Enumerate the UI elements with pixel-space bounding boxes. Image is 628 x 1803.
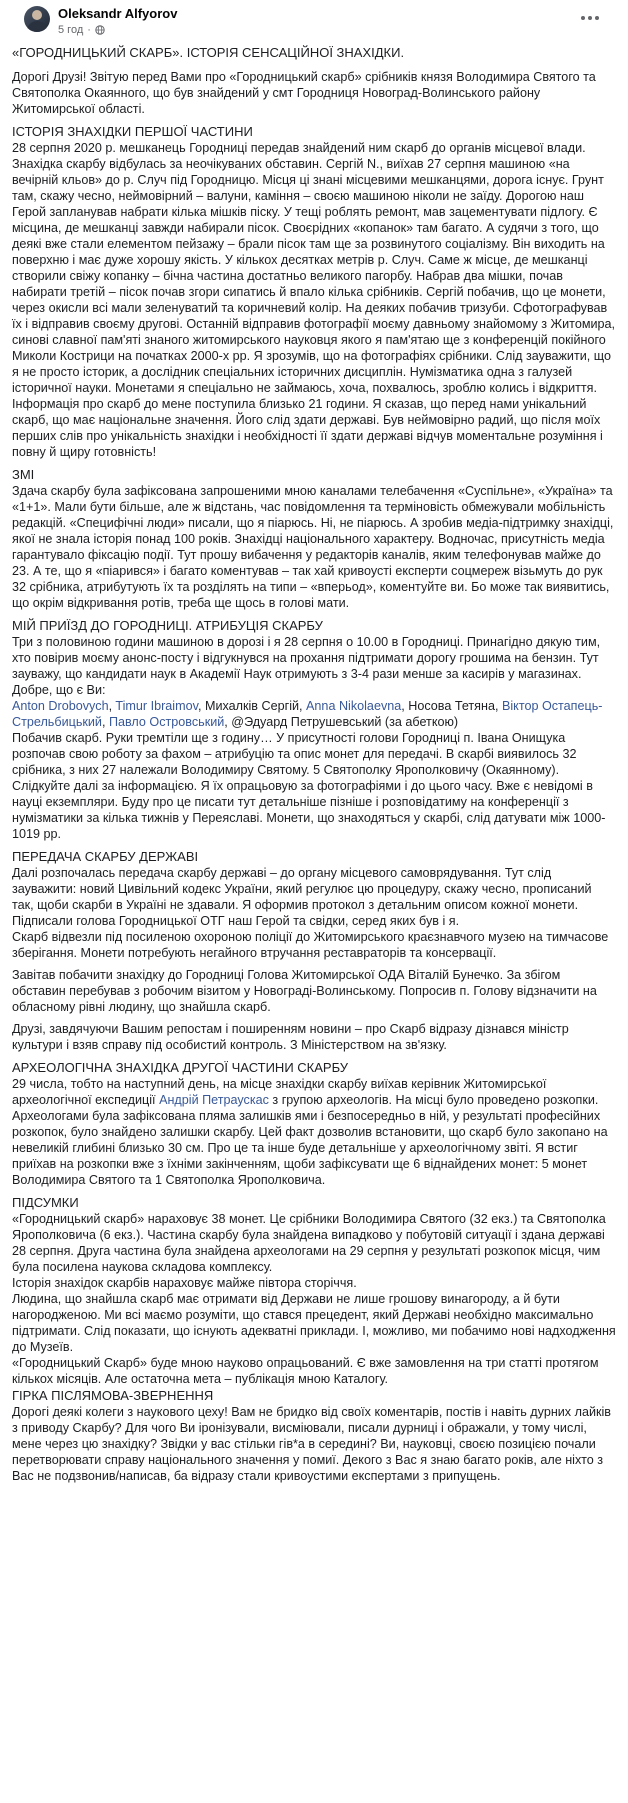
tag-link[interactable]: Timur Ibraimov [115, 699, 198, 713]
tag-link[interactable]: Anna Nikolaevna [306, 699, 402, 713]
tag-link[interactable]: Павло Островський [108, 715, 225, 729]
avatar-head [32, 10, 42, 20]
post-meta [58, 24, 105, 36]
section-text-museum: Скарб відвезли під посиленою охороною поліції до Житомирського краєзнавчого музею на тимчасове зберігання. Монети потребують негайного втручання реставраторів та консервації. [12, 930, 609, 960]
section-heading-media: ЗМІ [12, 467, 35, 482]
section-text-reward: Людина, що знайшла скарб має отримати від Держави не лише грошову винагороду, а й бути нагородженою. Ми всі маємо розуміти, що стався прецедент, який Державі необхідно максимально підтримати. Слід показати, що існують адекватні приклади. І, можливо, ми побачимо нові надходження до Музеїв. [12, 1292, 616, 1354]
section-text-transfer: Далі розпочалась передача скарбу державі – до органу місцевого самоврядування. Тут слід зауважити: новий Цивільний кодекс України, який регулює цю процедуру, скажу чесно, прописаний так, щоби скарби в Україні не здавали. Я оформив протокол з детальним описом кожної монети. Підписали голова Городницької ОТГ наш Герой та свідки, серед яких був і я. [12, 866, 592, 928]
section-heading-arrival: МІЙ ПРИЇЗД ДО ГОРОДНИЦІ. АТРИБУЦІЯ СКАРБУ [12, 618, 323, 633]
section-text-afterword: Дорогі деякі колеги з наукового цеху! Вам не бридко від своїх коментарів, постів і навіть дурних лайків з приводу Скарбу? Для чого Ви іронізували, висміювали, писали дурниці і ображали, у тому числі, мене через цю знахідку? Звідки у вас стільки гів*а в середині? Ви, науковці, своєю позицією почали перетворювати справу національного значення у помиї. Декого з Вас я знаю багато років, але ніхто з Вас не подзвонив/написав, ба відразу стали кривоустими експертами з припущень. [12, 1405, 611, 1483]
section-text-summary: «Городницький скарб» нараховує 38 монет. Це срібники Володимира Святого (32 екз.) та Святополка Ярополковича (6 екз.). Частина скарбу була знайдена випадково у побутовій ситуації і здана державі 28 серпня. Друга частина була знайдена археологами на 29 серпня у результаті розкопок місця, чим була посилена наукова складова комплексу. [12, 1212, 606, 1274]
tag-link[interactable]: Віктор Остапець-Стрельбицький [12, 699, 603, 729]
section-text-media: Здача скарбу була зафіксована запрошеними мною каналами телебачення «Суспільне», «Україна» та «1+1». Мали бути більше, але ж відстань, час повідомлення та терміновість обмежували мобільність редакцій. «Специфічні люди» писали, що я піарюсь. Ні, не піарюсь. А зробив медіа-підтримку знахідці, якої не знала історія понад 100 років. Знахідці національного характеру. Водночас, присутність медіа гарантувало фіксацію події. Тут прошу вибачення у редакторів каналів, яким телефонував майже до 23. А те, що я «піарився» і багато коментував – так хай кривоусті експерти соцмереж візьмуть до рук 32 срібника, атрибутують їх та розділять на типи – «вперьод», коментуйте ви. Бо може так виявитись, що окрім відкривання ротів, треба ще щось в голові мати. [12, 484, 614, 610]
section-text-arrival: Три з половиною години машиною в дорозі і я 28 серпня о 10.00 в Городниці. Принагідно дякую тим, хто повірив моєму анонс-посту і відгукнувся на прохання підтримати дорогу грошима на бензин. Тут зауважу, що кандидати наук в Академії Наук отримують з 3-4 рази менше за касирів у магазинах. Добре, що є Ви: [12, 635, 601, 697]
section-heading-afterword: ГІРКА ПІСЛЯМОВА-ЗВЕРНЕННЯ [12, 1388, 214, 1403]
section-text-history: 28 серпня 2020 р. мешканець Городниці передав знайдений ним скарб до органів місцевої влади. Знахідка скарбу відбулась за неочікуваних обставин. Сергій N., виїхав 27 серпня машиною «на вечірній кльов» до р. Случ під Городницю. Місця ці знані місцевими мешканцями, дорога існує. Грунт там, скажу чесно, неймовірний – валуни, каміння – своєю машиною ніколи не заїду. Дорогою наш Герой запланував набрати кілька мішків піску. У тещі роблять ремонт, мав зацементувати підлогу. Є місцина, де мешканці завжди набирали пісок. Своєрідних «копанок» там багато. А судячи з того, що деякі вже стали елементом пейзажу – брали пісок там ще за розвинутого соціалізму. Він виходить на поверхню і має дуже хорошу якість. У кількох десятках метрів р. Случ. Саме ж місце, де мешканці створили свіжу копанку – бічна частина достатньо великого пагорбу. Набрав два мішки, почав набирати третій – пісок почав згори сипатись й впало кілька срібників. Сергій побачив, що це монети, через окисли всі мали зеленуватий та коричневий колір. На деяких побачив тризуби. Сфотографував їх і відправив своєму другові. Останній відправив фотографії моєму давньому знайомому з Житомира, синові славної пам'яті знаного житомирського науковця якого я пам'ятаю ще з конференцій покійного Миколи Кострици на початках 2000-х рр. Я зрозумів, що на фотографіях срібники. Слід зауважити, що я не просто історик, а дослідник спеціальних історичних дисциплін. Нумізматика одна з галузей історичної науки. Монетами я спеціально не займаюсь, хоча, похвалюсь, зроблю колись і відкриття. Інформація про скарб до мене поступила близько 21 години. Я сказав, що перед нами унікальний скарб, що має національне значення. Його слід здати державі. Був неймовірно радий, що після моїх перших слів про унікальність знахідки і необхідності її здати державі відчув моментальне розуміння і повну й щиру готовність! [12, 141, 616, 459]
section-heading-archaeology: АРХЕОЛОГІЧНА ЗНАХІДКА ДРУГОЇ ЧАСТИНИ СКАРБУ [12, 1060, 349, 1075]
section-text-attribution: Побачив скарб. Руки тремтіли ще з годину… У присутності голови Городниці п. Івана Онищука розпочав свою роботу за фахом – атрибуцію та опис монет для передачі. В скарбі виявилось 32 срібника, з них 27 належали Володимиру Святому. 5 Святополку Ярополковичу (Окаянному). Слідкуйте далі за інформацією. Я їх опрацьовую за фотографіями і до цього часу. Вже є невідомі в науці екземпляри. Буду про це писати тут детальніше пізніше і розповідатиму на конференції з нумізматики за кілька тижнів у Переяславі. Монети, що знаходяться у скарбі, слід датувати між 1000-1019 рр. [12, 731, 606, 841]
intro-paragraph: Дорогі Друзі! Звітую перед Вами про «Городницький скарб» срібників князя Володимира Святого та Святополка Окаянного, що був знайдений у смт Городниця Новоград-Волинського району Житомирської області. [12, 70, 596, 116]
section-text-history-finds: Історія знахідок скарбів нараховує майже півтора сторіччя. [12, 1276, 357, 1290]
section-text-minister: Друзі, завдячуючи Вашим репостам і поширенням новини – про Скарб відразу дізнався міністр культури і взяв справу під особистий контроль. З Міністерством на зв'язку. [12, 1022, 569, 1052]
section-heading-summary: ПІДСУМКИ [12, 1195, 79, 1210]
globe-icon [95, 25, 105, 35]
archaeologist-link[interactable]: Андрій Петраускас [159, 1093, 269, 1107]
section-text-governor: Завітав побачити знахідку до Городниці Голова Житомирської ОДА Віталій Бунечко. За збігом обставин перебував з робочим візитом у Новограді-Волинському. Попросив п. Голову відзначити на обласному рівні людину, що знайшла скарб. [12, 968, 597, 1014]
section-text-archaeology: 29 числа, тобто на наступний день, на місце знахідки скарбу виїхав керівник Житомирської археологічної експедиції Андрій Петраускас з групою археологів. На місці було проведено розкопки. Археологами була зафіксована пляма залишків ями і безпосередньо в ній, у результаті професійних розкопок, було знайдено залишки скарбу. Цей факт дозволив встановити, що скарб було закопано на невеликій глибині близько 30 см. Про це та інше буде детальніше у археологічному звіті. Я встиг приїхав на розкопки вже з їхніми закінченням, щоби зафіксувати ще 6 віднайдених монет: 5 монет Володимира Святого та 1 Святополка Ярополковича. [12, 1077, 608, 1187]
avatar[interactable] [24, 6, 50, 32]
tagged-people: Anton Drobovych, Timur Ibraimov, Михалків Сергій, Anna Nikolaevna, Носова Тетяна, Віктор Остапець-Стрельбицький, Павло Островський, @Эдуард Петрушевський (за абеткою) [12, 699, 603, 729]
post-time[interactable]: 5 год [58, 24, 84, 36]
meta-separator: · [87, 24, 91, 36]
author-name[interactable]: Oleksandr Alfyorov [58, 6, 178, 21]
post-title: «ГОРОДНИЦЬКИЙ СКАРБ». ІСТОРІЯ СЕНСАЦІЙНОЇ ЗНАХІДКИ. [12, 45, 405, 60]
post-body [12, 44, 616, 1484]
section-heading-transfer: ПЕРЕДАЧА СКАРБУ ДЕРЖАВІ [12, 849, 199, 864]
tag-link[interactable]: Anton Drobovych [12, 699, 109, 713]
avatar-body [27, 21, 47, 32]
section-text-research: «Городницький Скарб» буде мною науково опрацьований. Є вже замовлення на три статті протягом кількох місяців. Але остаточна мета – публікація мною Каталогу. [12, 1356, 599, 1386]
post-header [12, 0, 616, 44]
section-heading-history: ІСТОРІЯ ЗНАХІДКИ ПЕРШОЇ ЧАСТИНИ [12, 124, 253, 139]
more-icon[interactable] [576, 8, 604, 28]
